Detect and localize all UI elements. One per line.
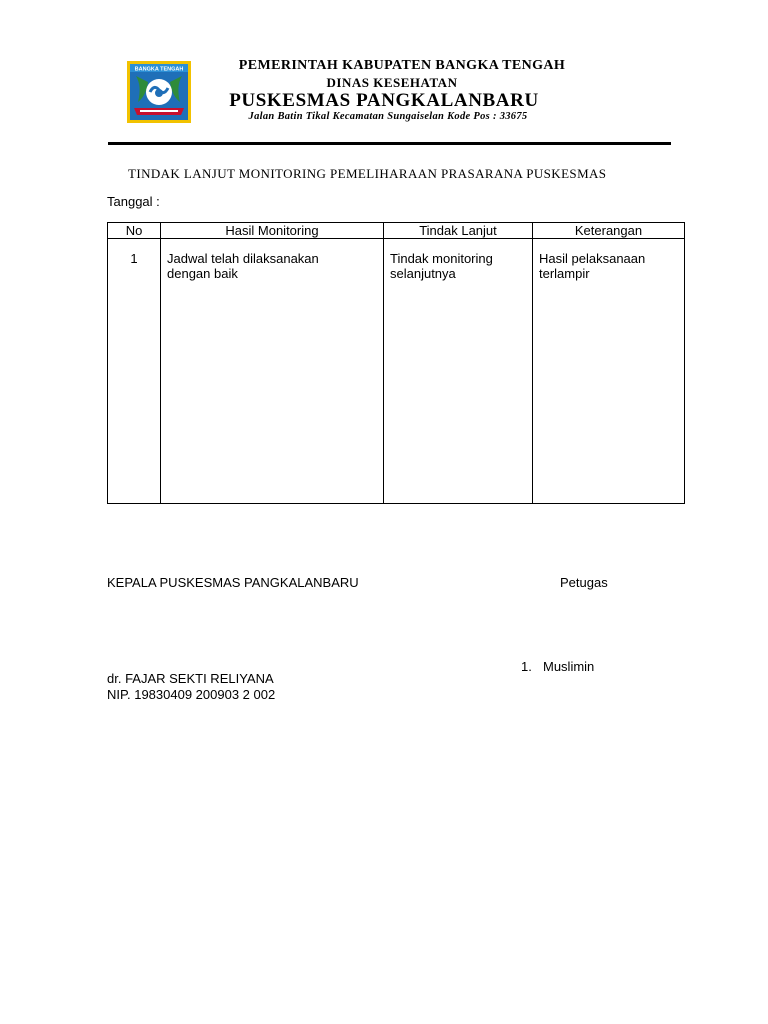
logo-caption: BANGKA TENGAH bbox=[134, 66, 184, 73]
signature-head-label: KEPALA PUSKESMAS PANGKALANBARU bbox=[107, 575, 359, 590]
cell-ket-line2: terlampir bbox=[539, 266, 590, 281]
date-label: Tanggal : bbox=[107, 194, 160, 209]
table-header-row bbox=[108, 223, 685, 239]
signature-officer-label: Petugas bbox=[560, 575, 608, 590]
cell-hasil bbox=[161, 239, 384, 504]
letterhead-puskesmas: PUSKESMAS PANGKALANBARU bbox=[229, 90, 539, 111]
cell-tindak bbox=[384, 239, 533, 504]
cell-ket-line1: Hasil pelaksanaan bbox=[539, 251, 646, 266]
officer-list-item bbox=[521, 659, 594, 674]
letterhead-agency: DINAS KESEHATAN bbox=[326, 75, 458, 90]
table-row bbox=[108, 239, 685, 504]
header-hasil-monitoring: Hasil Monitoring bbox=[161, 223, 384, 239]
letterhead-government: PEMERINTAH KABUPATEN BANGKA TENGAH bbox=[238, 58, 566, 73]
officer-name: Muslimin bbox=[543, 659, 595, 674]
letterhead-divider bbox=[108, 142, 671, 145]
cell-hasil-line1: Jadwal telah dilaksanakan bbox=[167, 251, 319, 266]
monitoring-table bbox=[107, 222, 685, 504]
cell-keterangan bbox=[533, 239, 685, 504]
document-title: TINDAK LANJUT MONITORING PEMELIHARAAN PRASARANA PUSKESMAS bbox=[128, 166, 607, 181]
head-nip: NIP. 19830409 200903 2 002 bbox=[107, 687, 276, 702]
cell-hasil-line2: dengan baik bbox=[167, 266, 238, 281]
cell-tindak-line1: Tindak monitoring bbox=[390, 251, 493, 266]
cell-tindak-line2: selanjutnya bbox=[390, 266, 456, 281]
letterhead-address: Jalan Batin Tikal Kecamatan Sungaiselan Kode Pos : 33675 bbox=[248, 111, 528, 122]
head-name: dr. FAJAR SEKTI RELIYANA bbox=[107, 671, 274, 686]
cell-no: 1 bbox=[108, 239, 161, 504]
header-keterangan: Keterangan bbox=[533, 223, 685, 239]
header-tindak-lanjut: Tindak Lanjut bbox=[384, 223, 533, 239]
header-no: No bbox=[108, 223, 161, 239]
officer-number: 1. bbox=[521, 659, 532, 674]
